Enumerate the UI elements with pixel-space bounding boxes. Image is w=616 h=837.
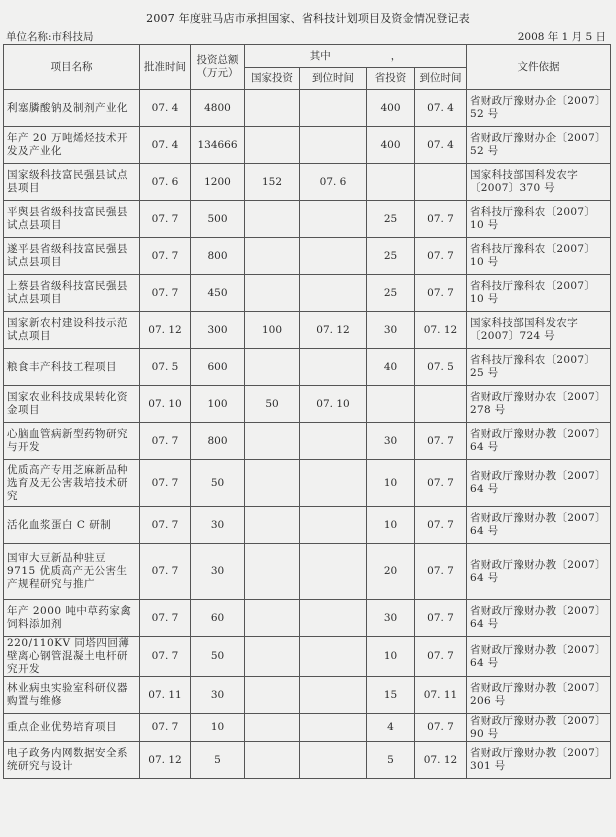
cell-provincial-investment: 10 [367, 507, 415, 544]
table-row [4, 742, 611, 779]
cell-national-investment [245, 127, 300, 164]
table-row [4, 423, 611, 460]
cell-provincial-investment: 10 [367, 460, 415, 507]
table-row [4, 600, 611, 637]
cell-document-basis: 省科技厅豫科农〔2007〕10 号 [467, 238, 611, 275]
header-mark: ， [390, 49, 402, 62]
header-document-basis: 文件依据 [467, 45, 611, 90]
header-national-investment: 国家投资 [245, 68, 300, 90]
cell-total-investment: 800 [191, 423, 245, 460]
cell-provincial-investment: 25 [367, 275, 415, 312]
cell-national-investment [245, 544, 300, 600]
cell-provincial-investment [367, 386, 415, 423]
cell-provincial-arrival: 07. 7 [415, 275, 467, 312]
cell-provincial-arrival [415, 386, 467, 423]
cell-national-investment [245, 742, 300, 779]
header-project-name: 项目名称 [4, 45, 140, 90]
cell-approval-time: 07. 11 [140, 677, 191, 714]
cell-approval-time: 07. 7 [140, 275, 191, 312]
cell-national-arrival [300, 742, 367, 779]
cell-total-investment: 30 [191, 677, 245, 714]
table-body [4, 90, 611, 779]
header-approval-time: 批准时间 [140, 45, 191, 90]
cell-project-name: 国审大豆新品种驻豆 9715 优质高产无公害生产规程研究与推广 [4, 544, 140, 600]
cell-total-investment: 10 [191, 714, 245, 742]
cell-project-name: 利塞膦酸钠及制剂产业化 [4, 90, 140, 127]
cell-approval-time: 07. 7 [140, 637, 191, 677]
cell-total-investment: 1200 [191, 164, 245, 201]
cell-total-investment: 4800 [191, 90, 245, 127]
table-row [4, 386, 611, 423]
table-row [4, 677, 611, 714]
cell-document-basis: 国家科技部国科发农字〔2007〕724 号 [467, 312, 611, 349]
cell-provincial-arrival: 07. 7 [415, 544, 467, 600]
cell-national-investment [245, 275, 300, 312]
cell-approval-time: 07. 12 [140, 312, 191, 349]
table-row [4, 460, 611, 507]
cell-project-name: 活化血浆蛋白 C 研制 [4, 507, 140, 544]
cell-national-arrival: 07. 6 [300, 164, 367, 201]
header-provincial-arrival: 到位时间 [415, 68, 467, 90]
cell-national-investment [245, 507, 300, 544]
header-provincial-investment: 省投资 [367, 68, 415, 90]
cell-document-basis: 省财政厅豫财办教〔2007〕64 号 [467, 600, 611, 637]
cell-national-investment: 152 [245, 164, 300, 201]
table-row [4, 312, 611, 349]
cell-total-investment: 500 [191, 201, 245, 238]
cell-approval-time: 07. 7 [140, 423, 191, 460]
cell-provincial-arrival: 07. 7 [415, 507, 467, 544]
cell-total-investment: 50 [191, 637, 245, 677]
cell-project-name: 年产 2000 吨中草药家禽饲料添加剂 [4, 600, 140, 637]
cell-document-basis: 省财政厅豫财办教〔2007〕64 号 [467, 423, 611, 460]
cell-project-name: 年产 20 万吨烯烃技术开发及产业化 [4, 127, 140, 164]
cell-national-investment [245, 349, 300, 386]
cell-provincial-investment: 40 [367, 349, 415, 386]
cell-document-basis: 省财政厅豫财办教〔2007〕64 号 [467, 544, 611, 600]
cell-approval-time: 07. 7 [140, 714, 191, 742]
cell-approval-time: 07. 5 [140, 349, 191, 386]
cell-national-investment: 50 [245, 386, 300, 423]
header-of-which [245, 45, 467, 68]
header-of-which-label: 其中 [309, 49, 331, 62]
table-row [4, 637, 611, 677]
cell-national-investment [245, 677, 300, 714]
cell-provincial-investment: 25 [367, 238, 415, 275]
cell-provincial-arrival: 07. 12 [415, 742, 467, 779]
table-row [4, 714, 611, 742]
cell-document-basis: 省科技厅豫科农〔2007〕10 号 [467, 201, 611, 238]
cell-project-name: 优质高产专用芝麻新品种选育及无公害栽培技术研究 [4, 460, 140, 507]
cell-document-basis: 省财政厅豫财办教〔2007〕64 号 [467, 637, 611, 677]
table-row [4, 90, 611, 127]
cell-total-investment: 600 [191, 349, 245, 386]
cell-provincial-arrival: 07. 4 [415, 90, 467, 127]
cell-project-name: 粮食丰产科技工程项目 [4, 349, 140, 386]
cell-provincial-investment: 400 [367, 90, 415, 127]
cell-national-arrival [300, 714, 367, 742]
cell-project-name: 重点企业优势培育项目 [4, 714, 140, 742]
cell-provincial-arrival: 07. 7 [415, 600, 467, 637]
cell-approval-time: 07. 7 [140, 238, 191, 275]
cell-national-investment [245, 637, 300, 677]
cell-provincial-investment: 30 [367, 600, 415, 637]
cell-provincial-investment: 5 [367, 742, 415, 779]
document-date: 2008 年 1 月 5 日 [517, 31, 606, 43]
cell-national-arrival [300, 275, 367, 312]
cell-national-arrival: 07. 12 [300, 312, 367, 349]
cell-total-investment: 30 [191, 507, 245, 544]
cell-national-arrival [300, 600, 367, 637]
cell-project-name: 平舆县省级科技富民强县试点县项目 [4, 201, 140, 238]
cell-project-name: 电子政务内网数据安全系统研究与设计 [4, 742, 140, 779]
table-row [4, 275, 611, 312]
cell-national-arrival [300, 201, 367, 238]
cell-provincial-arrival: 07. 7 [415, 460, 467, 507]
cell-document-basis: 省科技厅豫科农〔2007〕25 号 [467, 349, 611, 386]
cell-provincial-investment: 25 [367, 201, 415, 238]
cell-provincial-investment: 4 [367, 714, 415, 742]
cell-provincial-arrival [415, 164, 467, 201]
cell-document-basis: 省财政厅豫财办教〔2007〕301 号 [467, 742, 611, 779]
table-row [4, 164, 611, 201]
cell-document-basis: 省财政厅豫财办教〔2007〕64 号 [467, 460, 611, 507]
header-total-investment: 投资总额（万元） [191, 45, 245, 90]
cell-national-arrival [300, 90, 367, 127]
table-row [4, 127, 611, 164]
cell-total-investment: 30 [191, 544, 245, 600]
cell-project-name: 国家级科技富民强县试点县项目 [4, 164, 140, 201]
cell-provincial-arrival: 07. 7 [415, 423, 467, 460]
cell-document-basis: 省科技厅豫科农〔2007〕10 号 [467, 275, 611, 312]
cell-national-arrival [300, 460, 367, 507]
cell-provincial-investment: 30 [367, 423, 415, 460]
cell-document-basis: 省财政厅豫财办教〔2007〕90 号 [467, 714, 611, 742]
cell-total-investment: 800 [191, 238, 245, 275]
cell-approval-time: 07. 7 [140, 201, 191, 238]
cell-approval-time: 07. 7 [140, 460, 191, 507]
cell-project-name: 心脑血管病新型药物研究与开发 [4, 423, 140, 460]
cell-national-arrival [300, 349, 367, 386]
cell-project-name: 220/110KV 同塔四回薄壁离心钢管混凝土电杆研究开发 [4, 637, 140, 677]
cell-provincial-investment: 15 [367, 677, 415, 714]
cell-national-arrival [300, 507, 367, 544]
cell-provincial-investment: 10 [367, 637, 415, 677]
cell-approval-time: 07. 4 [140, 90, 191, 127]
cell-project-name: 遂平县省级科技富民强县试点县项目 [4, 238, 140, 275]
cell-national-investment [245, 460, 300, 507]
cell-approval-time: 07. 12 [140, 742, 191, 779]
cell-approval-time: 07. 7 [140, 544, 191, 600]
project-table [3, 44, 611, 779]
cell-national-investment [245, 714, 300, 742]
cell-provincial-arrival: 07. 7 [415, 637, 467, 677]
unit-name: 单位名称:市科技局 [6, 31, 94, 43]
cell-total-investment: 100 [191, 386, 245, 423]
table-row [4, 349, 611, 386]
cell-project-name: 国家农业科技成果转化资金项目 [4, 386, 140, 423]
document-title: 2007 年度驻马店市承担国家、省科技计划项目及资金情况登记表 [146, 12, 470, 25]
cell-national-arrival [300, 637, 367, 677]
cell-national-arrival [300, 677, 367, 714]
cell-approval-time: 07. 4 [140, 127, 191, 164]
table-row [4, 238, 611, 275]
cell-national-investment [245, 238, 300, 275]
cell-total-investment: 5 [191, 742, 245, 779]
cell-national-arrival [300, 127, 367, 164]
cell-provincial-investment [367, 164, 415, 201]
cell-provincial-arrival: 07. 12 [415, 312, 467, 349]
cell-provincial-arrival: 07. 7 [415, 238, 467, 275]
cell-document-basis: 省财政厅豫财办教〔2007〕64 号 [467, 507, 611, 544]
cell-national-arrival [300, 544, 367, 600]
table-row [4, 544, 611, 600]
cell-national-investment: 100 [245, 312, 300, 349]
cell-national-investment [245, 600, 300, 637]
cell-document-basis: 省财政厅豫财办教〔2007〕206 号 [467, 677, 611, 714]
cell-total-investment: 134666 [191, 127, 245, 164]
cell-project-name: 国家新农村建设科技示范试点项目 [4, 312, 140, 349]
cell-document-basis: 省财政厅豫财办农〔2007〕278 号 [467, 386, 611, 423]
cell-document-basis: 国家科技部国科发农字〔2007〕370 号 [467, 164, 611, 201]
header-national-arrival: 到位时间 [300, 68, 367, 90]
cell-national-arrival [300, 423, 367, 460]
cell-national-investment [245, 201, 300, 238]
table-row [4, 507, 611, 544]
cell-total-investment: 60 [191, 600, 245, 637]
cell-national-investment [245, 90, 300, 127]
cell-provincial-investment: 400 [367, 127, 415, 164]
cell-national-arrival [300, 238, 367, 275]
cell-total-investment: 450 [191, 275, 245, 312]
cell-provincial-arrival: 07. 4 [415, 127, 467, 164]
cell-provincial-investment: 20 [367, 544, 415, 600]
cell-approval-time: 07. 7 [140, 600, 191, 637]
cell-document-basis: 省财政厅豫财办企〔2007〕52 号 [467, 90, 611, 127]
cell-approval-time: 07. 6 [140, 164, 191, 201]
cell-provincial-arrival: 07. 7 [415, 201, 467, 238]
cell-provincial-arrival: 07. 5 [415, 349, 467, 386]
cell-project-name: 林业病虫实验室科研仪器购置与维修 [4, 677, 140, 714]
cell-provincial-investment: 30 [367, 312, 415, 349]
cell-document-basis: 省财政厅豫财办企〔2007〕52 号 [467, 127, 611, 164]
cell-approval-time: 07. 7 [140, 507, 191, 544]
cell-national-investment [245, 423, 300, 460]
cell-provincial-arrival: 07. 11 [415, 677, 467, 714]
cell-national-arrival: 07. 10 [300, 386, 367, 423]
cell-provincial-arrival: 07. 7 [415, 714, 467, 742]
cell-total-investment: 300 [191, 312, 245, 349]
table-row [4, 201, 611, 238]
cell-project-name: 上蔡县省级科技富民强县试点县项目 [4, 275, 140, 312]
cell-total-investment: 50 [191, 460, 245, 507]
cell-approval-time: 07. 10 [140, 386, 191, 423]
